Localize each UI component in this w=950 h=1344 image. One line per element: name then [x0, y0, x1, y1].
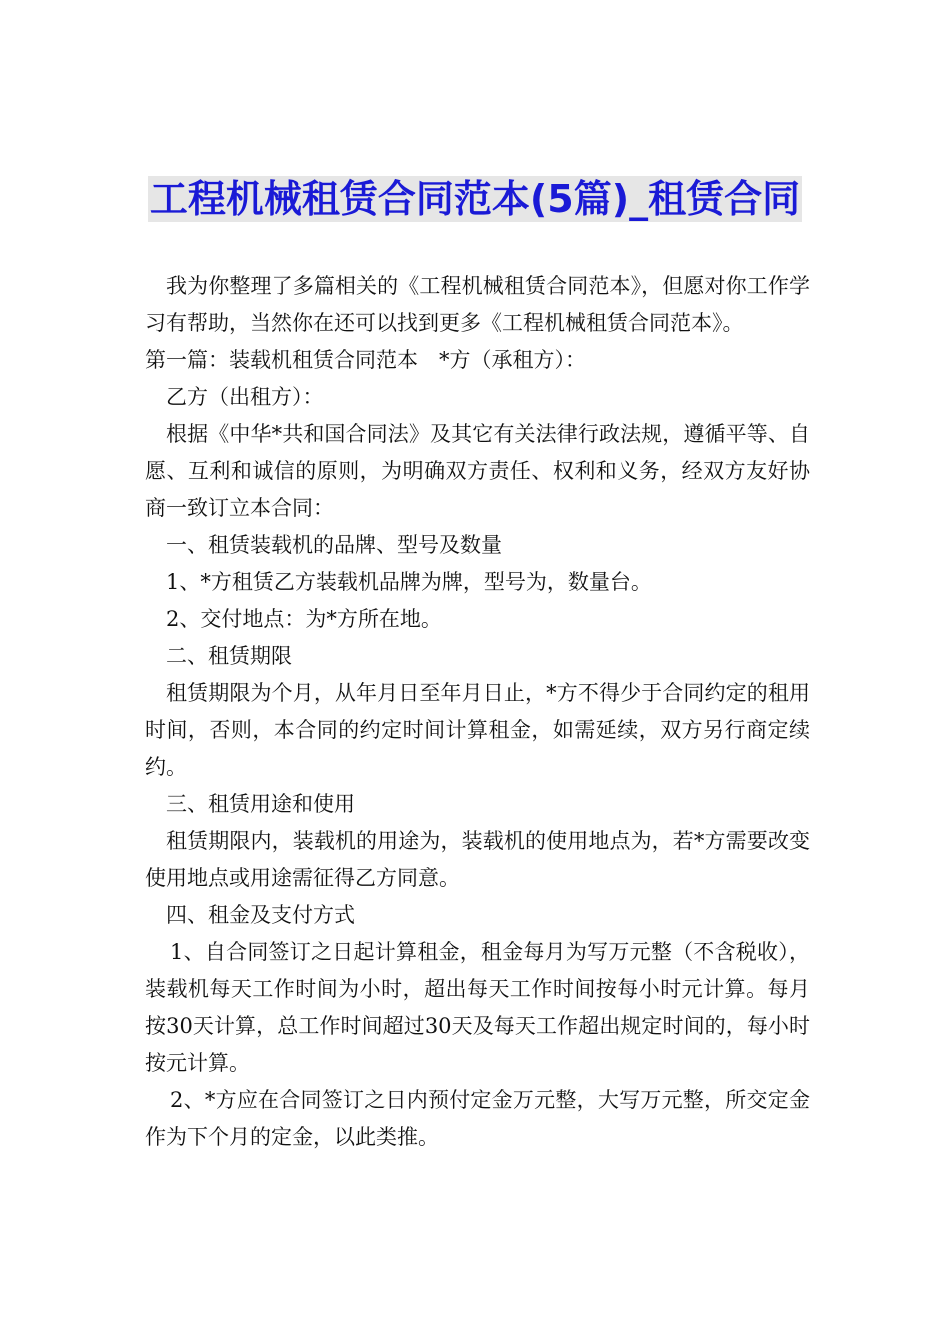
document-title: 工程机械租赁合同范本(5篇)_租赁合同	[149, 177, 801, 221]
clause-4-1: 1、自合同签订之日起计算租金，租金每月为写万元整（不含税收），装载机每天工作时间为小时，超出每天工作时间按每小时元计算。每月按30天计算，总工作时间超过30天及每天工作超出规定时间的，每小时按元计算。	[145, 940, 810, 1075]
document-body	[145, 268, 810, 1156]
section-heading-3: 三、租赁用途和使用	[166, 792, 355, 816]
section-heading-2: 二、租赁期限	[166, 644, 292, 668]
section-heading-4: 四、租金及支付方式	[166, 903, 355, 927]
clause-4-2: 2、*方应在合同签订之日内预付定金万元整，大写万元整，所交定金作为下个月的定金，以此类推。	[145, 1088, 810, 1149]
paragraph-preamble: 根据《中华*共和国合同法》及其它有关法律行政法规，遵循平等、自愿、互利和诚信的原则，为明确双方责任、权利和义务，经双方友好协商一致订立本合同：	[145, 422, 810, 520]
section-heading-1: 一、租赁装载机的品牌、型号及数量	[166, 533, 502, 557]
clause-3: 租赁期限内，装载机的用途为，装载机的使用地点为，若*方需要改变使用地点或用途需征得乙方同意。	[145, 829, 810, 890]
title-wrap	[0, 176, 950, 222]
clause-1-2: 2、交付地点：为*方所在地。	[166, 607, 442, 631]
paragraph-party-b: 乙方（出租方）：	[166, 385, 324, 409]
paragraph-intro: 我为你整理了多篇相关的《工程机械租赁合同范本》，但愿对你工作学习有帮助，当然你在还可以找到更多《工程机械租赁合同范本》。	[145, 274, 810, 335]
clause-1-1: 1、*方租赁乙方装载机品牌为牌，型号为，数量台。	[166, 570, 652, 594]
paragraph-chapter-heading: 第一篇：装载机租赁合同范本 *方（承租方）：	[145, 348, 586, 372]
clause-2: 租赁期限为个月，从年月日至年月日止，*方不得少于合同约定的租用时间，否则，本合同的约定时间计算租金，如需延续，双方另行商定续约。	[145, 681, 810, 779]
